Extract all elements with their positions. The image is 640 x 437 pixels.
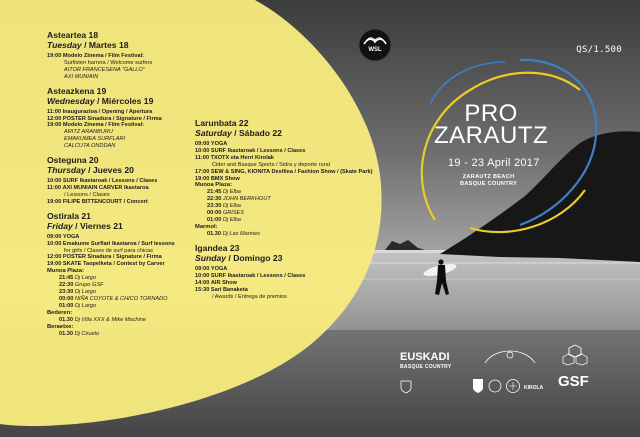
event-detail: Cider and Basque Sports / Sidra y deporte rural bbox=[212, 161, 330, 168]
schedule-event bbox=[47, 60, 222, 67]
event-title: YOGA bbox=[210, 141, 228, 147]
schedule-event bbox=[195, 155, 375, 162]
day-name: Ostirala 21 bbox=[47, 210, 91, 221]
event-time: 12:00 bbox=[47, 254, 62, 261]
event-time: 21:45 bbox=[207, 189, 222, 196]
event-time: 22:30 bbox=[59, 282, 74, 289]
event-title: GRISES bbox=[222, 210, 245, 217]
schedule-event bbox=[47, 67, 222, 74]
schedule-event bbox=[195, 294, 375, 301]
schedule-event bbox=[195, 196, 375, 203]
kirola-logo-text: KIROLA bbox=[524, 385, 544, 391]
schedule-event bbox=[47, 109, 222, 116]
day-subtitle-english: Sunday bbox=[195, 252, 227, 263]
schedule-day bbox=[195, 118, 375, 238]
day-subtitle-english: Thursday bbox=[47, 165, 86, 176]
event-title: Sari Banaketa bbox=[210, 286, 248, 293]
event-time: 23:30 bbox=[207, 203, 222, 210]
schedule-event bbox=[195, 266, 375, 273]
event-time: 11:00 bbox=[195, 154, 209, 161]
event-time: 01.30 bbox=[59, 330, 73, 337]
day-subtitle-english: Tuesday bbox=[47, 40, 82, 50]
event-time: 01.30 bbox=[59, 316, 73, 323]
day-subtitle bbox=[195, 253, 375, 263]
event-detail: Surfisten harrera / Welcome surfers bbox=[64, 59, 153, 66]
event-title: FILIPE BITTENCOURT / Concert bbox=[62, 198, 148, 205]
day-subtitle-spanish: / Sábado 22 bbox=[231, 128, 282, 138]
day-subtitle bbox=[47, 40, 222, 50]
day-subtitle-english: Friday bbox=[47, 220, 73, 231]
event-title: Dj Las Marines bbox=[222, 230, 260, 237]
day-subtitle-english: Saturday bbox=[195, 128, 232, 138]
event-title: SKATE Taopelketa / Contest by Carver bbox=[62, 261, 165, 268]
day-name: Larunbata 22 bbox=[195, 118, 249, 128]
day-subtitle bbox=[47, 96, 222, 106]
zarautz-shield-icon bbox=[472, 378, 484, 394]
event-title: YOGA bbox=[210, 265, 228, 272]
schedule-event bbox=[195, 231, 375, 238]
event-title: Dj Elba bbox=[222, 203, 241, 210]
event-title: Modelo Zinema / Film Festival: bbox=[62, 53, 144, 59]
event-time: 23:30 bbox=[59, 289, 74, 296]
event-time: 11:00 bbox=[47, 184, 61, 191]
schedule-event bbox=[195, 189, 375, 196]
day-subtitle-english: Wednesday bbox=[47, 95, 95, 106]
sponsor-badge-icon bbox=[488, 378, 502, 394]
event-time: 10:00 bbox=[195, 147, 210, 154]
event-title: SURF Ikastaroak / Lessons / Clases bbox=[210, 272, 306, 279]
gsf-logo-text: GSF bbox=[558, 373, 589, 390]
day-name: Asteartea 18 bbox=[47, 30, 99, 40]
schedule-event bbox=[195, 287, 375, 294]
event-time: 19:00 bbox=[47, 122, 62, 129]
event-detail: / Lessons / Clases bbox=[64, 191, 110, 198]
event-title: SURF Ikastaroak / Lessons / Clases bbox=[62, 178, 158, 185]
event-title: TXOTX eta Herri Kirolak bbox=[210, 154, 274, 161]
schedule-event bbox=[195, 141, 375, 148]
event-title: Dj Largo bbox=[74, 289, 97, 296]
gsf-logo bbox=[558, 375, 589, 389]
event-title: Modelo Zinema / Film Festival: bbox=[62, 122, 144, 129]
event-dates: 19 - 23 April 2017 bbox=[448, 157, 540, 169]
day-subtitle-spanish: / Viernes 21 bbox=[72, 220, 123, 231]
venue-line1: ZARAUTZ BEACH bbox=[462, 174, 515, 180]
event-detail: CALCUTA ONDDAN bbox=[64, 143, 116, 150]
event-title: Grupo GSF bbox=[74, 282, 104, 289]
euskadi-logo-text: EUSKADI bbox=[400, 351, 450, 363]
day-name: Asteazkena 19 bbox=[47, 85, 107, 96]
schedule-event bbox=[195, 210, 375, 217]
event-time: 00:00 bbox=[207, 210, 222, 217]
event-title: AIR Show bbox=[210, 279, 237, 286]
event-time: 22:30 bbox=[207, 196, 222, 203]
kirola-logo-icon bbox=[505, 378, 521, 394]
venue-heading: Munoa Plaza: bbox=[47, 268, 85, 275]
event-title: Dj Villa XXX & Mike Machine bbox=[74, 316, 146, 323]
day-name: Osteguna 20 bbox=[47, 155, 99, 166]
day-subtitle-spanish: / Jueves 20 bbox=[85, 165, 134, 176]
schedule-event bbox=[47, 331, 222, 338]
event-title: SEW & SING, KIONITA Desfilea / Fashion Show / (Skate Park) bbox=[210, 168, 373, 175]
event-title bbox=[434, 100, 549, 149]
hexagon-cluster-icon bbox=[562, 344, 588, 366]
event-title: Inaugurazioa / Opening / Apertura bbox=[62, 108, 153, 115]
day-subtitle bbox=[195, 128, 375, 138]
event-time: 09:00 bbox=[195, 265, 210, 272]
schedule-day bbox=[47, 30, 222, 81]
schedule-event bbox=[195, 169, 375, 176]
event-title: Dj Ciruelo bbox=[74, 330, 100, 337]
venue-heading: Munoa Plaza: bbox=[195, 182, 233, 189]
event-title: Dj Elba bbox=[222, 217, 241, 224]
sponsor-logos bbox=[380, 340, 640, 437]
event-time: 11:00 bbox=[47, 108, 61, 115]
event-detail: EMAKUMEA SURFLARI bbox=[64, 136, 126, 143]
event-time: 10:00 bbox=[47, 240, 62, 247]
event-time: 10:00 bbox=[195, 272, 210, 279]
schedule-middle-column bbox=[195, 118, 375, 305]
event-detail: / Awards / Entrega de premios bbox=[212, 293, 287, 300]
event-time: 01.30 bbox=[207, 230, 221, 237]
event-title: SURF Ikastaroak / Lessons / Clases bbox=[210, 147, 306, 154]
schedule-event bbox=[47, 74, 222, 81]
schedule-event bbox=[47, 317, 222, 324]
schedule-event bbox=[195, 162, 375, 169]
event-detail: AITOR FRANCESENA "GALLO" bbox=[64, 66, 145, 73]
event-venue bbox=[460, 174, 517, 188]
event-time: 19:00 bbox=[47, 53, 62, 59]
schedule-event bbox=[195, 273, 375, 280]
event-detail: for girls / Clases de surf para chicas bbox=[64, 247, 153, 254]
venue-line2: BASQUE COUNTRY bbox=[460, 181, 518, 187]
event-title: Dj Largo bbox=[74, 275, 97, 282]
gipuzkoa-shield-icon bbox=[400, 380, 412, 394]
event-time: 14:00 bbox=[195, 279, 210, 286]
day-name: Igandea 23 bbox=[195, 242, 240, 253]
event-title-line1: PRO bbox=[464, 100, 518, 127]
event-title: NIÑA COYOTE & CHICO TORNADO bbox=[74, 295, 168, 302]
euskadi-logo bbox=[400, 352, 452, 372]
price-label: QS/1.500 bbox=[576, 45, 622, 55]
event-title: POSTER Sinadura / Signature / Firma bbox=[62, 254, 162, 261]
event-title: POSTER Sinadura / Signature / Firma bbox=[62, 115, 162, 122]
zarautz-crest-icon bbox=[480, 345, 540, 365]
event-title: YOGA bbox=[62, 233, 80, 240]
event-detail: ARITZ ARANBURU bbox=[64, 129, 113, 136]
event-time: 15:30 bbox=[195, 286, 210, 293]
schedule-event bbox=[195, 217, 375, 224]
event-time: 01:00 bbox=[207, 217, 222, 224]
event-title: Dj Elba bbox=[222, 189, 241, 196]
venue-heading: Bederen: bbox=[47, 309, 73, 316]
day-subtitle-spanish: / Domingo 23 bbox=[226, 252, 283, 263]
event-time: 10:00 bbox=[47, 178, 62, 185]
euskadi-logo-sub: BASQUE COUNTRY bbox=[400, 364, 452, 370]
event-title-line2: ZARAUTZ bbox=[434, 122, 549, 149]
schedule-event bbox=[195, 203, 375, 210]
event-title: Emakume Surflari Ikastaroa / Surf lessons bbox=[62, 240, 175, 247]
event-time: 19:00 bbox=[47, 198, 62, 205]
schedule-event bbox=[195, 176, 375, 183]
schedule-event bbox=[47, 53, 222, 60]
event-title: AXI MUNIAIN CARVER Ikastaroa bbox=[62, 184, 149, 191]
event-time: 12:00 bbox=[47, 115, 62, 122]
event-title: JOHN BERKHOUT bbox=[222, 196, 271, 203]
event-detail: AXI MUNIAIN bbox=[64, 73, 99, 80]
event-time: 00:00 bbox=[59, 295, 74, 302]
event-time: 21:45 bbox=[59, 275, 74, 282]
event-time: 01:00 bbox=[59, 302, 74, 309]
day-subtitle-spanish: / Miércoles 19 bbox=[94, 95, 154, 106]
event-time: 09:00 bbox=[195, 141, 210, 147]
day-subtitle-spanish: / Martes 18 bbox=[81, 40, 129, 50]
event-time: 19:00 bbox=[47, 261, 62, 268]
event-time: 17:00 bbox=[195, 168, 210, 175]
schedule-event bbox=[195, 148, 375, 155]
schedule-day bbox=[195, 243, 375, 301]
event-title: Dj Largo bbox=[74, 302, 97, 309]
event-time: 09:00 bbox=[47, 233, 62, 240]
wsl-logo-text: WSL bbox=[368, 47, 382, 53]
event-title: BMX Show bbox=[210, 175, 240, 182]
venue-heading: Marmol: bbox=[195, 223, 218, 230]
venue-heading: Beraetxe: bbox=[47, 323, 74, 330]
schedule-event bbox=[195, 280, 375, 287]
event-time: 19:00 bbox=[195, 175, 210, 182]
